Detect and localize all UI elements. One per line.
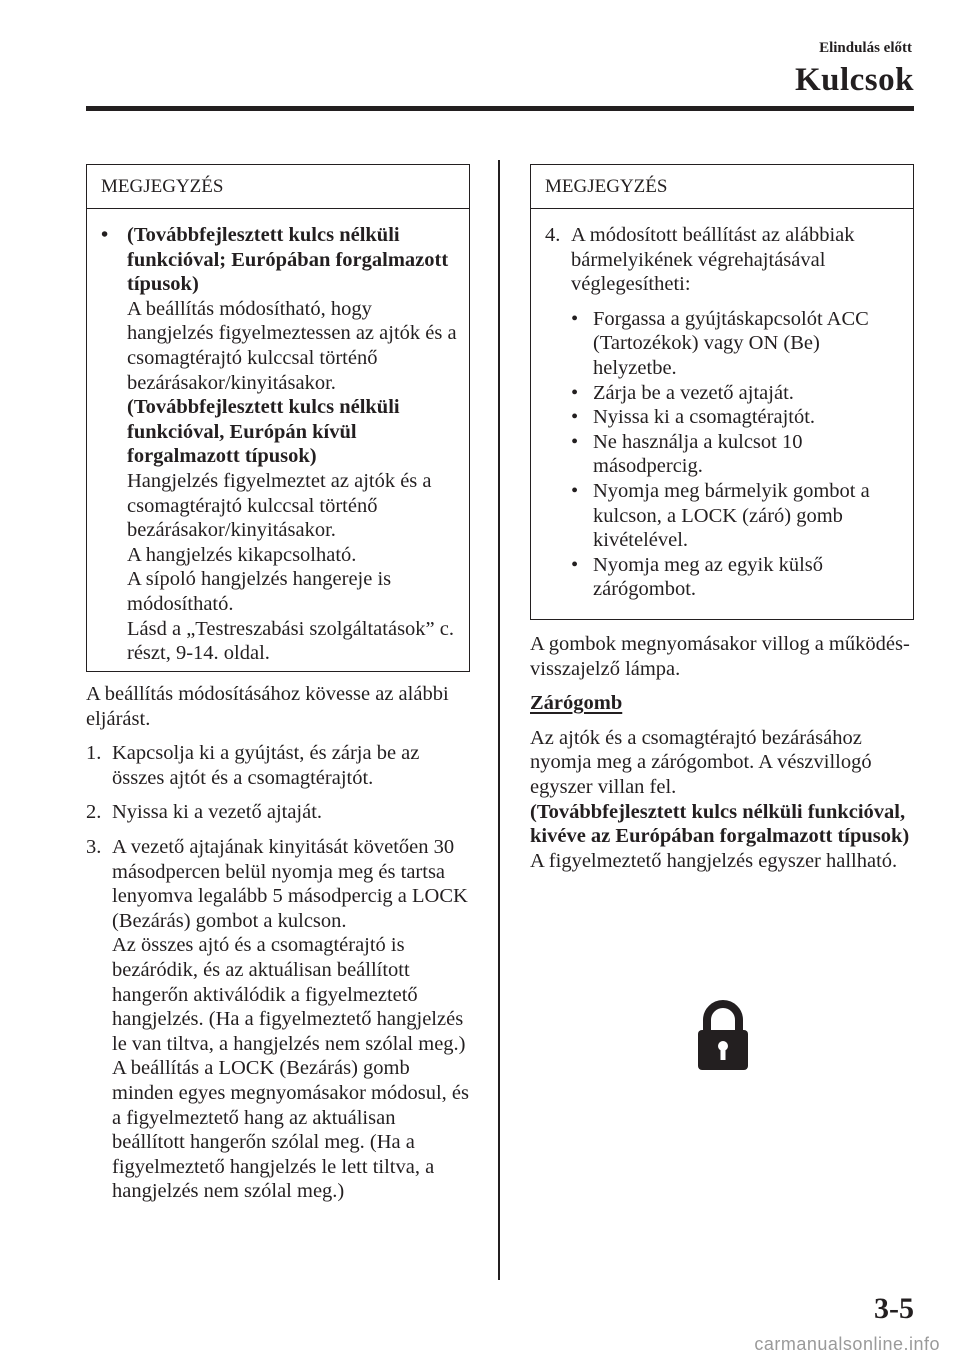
page-number: 3-5 — [874, 1292, 914, 1325]
step-number: 3. — [86, 835, 102, 858]
sub-item-text: Ne használja a kulcsot 10 másodpercig. — [593, 430, 803, 478]
step-item — [86, 835, 470, 1204]
column-divider — [498, 160, 500, 1280]
step-number: 1. — [86, 742, 102, 765]
step-content — [112, 835, 470, 1204]
sub-item-text: Nyissa ki a csomagtérajtót. — [593, 406, 816, 429]
note-box-left — [86, 164, 470, 672]
body-condition: (Továbbfejlesztett kulcs nélküli funkcióval, kivéve az Európában forgalmazott típusok) — [530, 800, 910, 848]
sub-list-item — [571, 430, 903, 479]
note-heading: MEGJEGYZÉS — [87, 165, 469, 209]
sub-list-item — [571, 553, 903, 602]
note-heading: MEGJEGYZÉS — [531, 165, 913, 209]
note-body — [531, 209, 913, 612]
body-text: Az ajtók és a csomagtérajtó bezárásához nyomja meg a zárógombot. A vészvillogó egyszer villan fel. — [530, 726, 872, 798]
bullet: • — [571, 479, 579, 502]
sub-item-text: Zárja be a vezető ajtaját. — [593, 381, 794, 404]
step-text: Kapcsolja ki a gyújtást, és zárja be az összes ajtót és a csomagtérajtót. — [112, 742, 420, 789]
section-name: Elindulás előtt — [819, 40, 912, 56]
procedure-intro: A beállítás módosításához kövesse az alábbi eljárást. — [86, 683, 449, 730]
note-condition: (Továbbfejlesztett kulcs nélküli funkcióval; Európában forgalmazott típusok) — [127, 224, 449, 296]
bullet: • — [101, 224, 109, 246]
note-condition: (Továbbfejlesztett kulcs nélküli funkcióval, Európán kívül forgalmazott típusok) — [127, 396, 400, 468]
bullet: • — [571, 381, 579, 404]
body-text: A gombok megnyomásakor villog a működés-visszajelző lámpa. — [530, 633, 910, 680]
left-body — [86, 682, 470, 1214]
bullet: • — [571, 430, 579, 453]
note-text: A sípoló hangjelzés hangereje is módosítható. — [127, 568, 392, 615]
step-text: Nyissa ki a vezető ajtaját. — [112, 801, 323, 824]
sub-item-text: Nyomja meg az egyik külső zárógombot. — [593, 553, 824, 601]
note-text: Hangjelzés figyelmeztet az ajtók és a csomagtérajtó kulccsal történő bezárásakor/kinyitásakor. — [127, 469, 432, 542]
step-number: 4. — [545, 224, 561, 246]
step-item — [86, 741, 470, 790]
step-detail: Az összes ajtó és a csomagtérajtó is bezáródik, és az aktuálisan beállított hangerőn aktiválódik a figyelmeztető hangjelzés. (Ha a figyelmeztető hangjelzés le van tiltva, a hangjelzés nem szólal meg.) A beállítás a LOCK (Bezárás) gomb minden egyes megnyomásakor módosul, és a figyelmeztető hang az aktuálisan beállított hangerőn szólal meg. (Ha a figyelmeztető hangjelzés le lett tiltva, a hangjelzés nem szólal meg.) — [112, 934, 469, 1203]
note-bullet-content — [127, 223, 459, 666]
bullet: • — [571, 553, 579, 576]
note-reference: Lásd a „Testreszabási szolgáltatások” c. részt, 9-14. oldal. — [127, 617, 454, 665]
right-body — [530, 632, 916, 873]
note-box-right — [530, 164, 914, 620]
header-rule — [86, 106, 914, 111]
sub-list-item — [571, 381, 903, 406]
note-body — [87, 209, 469, 676]
sub-list — [571, 307, 903, 602]
watermark: carmanualsonline.info — [754, 1334, 940, 1354]
sub-list-item — [571, 405, 903, 430]
bullet: • — [571, 307, 579, 330]
step-item — [86, 800, 470, 825]
step-item — [545, 223, 903, 602]
step-content — [571, 223, 903, 602]
step-text: A vezető ajtajának kinyitását követően 30 másodpercen belül nyomja meg és tartsa lenyomva legalább 5 másodpercig a LOCK (Bezárás) gombot a kulcson. — [112, 835, 468, 932]
sub-list-item — [571, 479, 903, 553]
body-text: A figyelmeztető hangjelzés egyszer hallható. — [530, 849, 898, 872]
sub-list-item — [571, 307, 903, 381]
bullet: • — [571, 406, 579, 429]
note-text: A beállítás módosítható, hogy hangjelzés figyelmeztessen az ajtók és a csomagtérajtó kulccsal történő bezárásakor/kinyitásakor. — [127, 297, 457, 394]
page-title: Kulcsok — [794, 62, 914, 98]
section-heading: Zárógomb — [530, 692, 623, 715]
note-bullet-item — [101, 223, 459, 666]
note-text: A hangjelzés kikapcsolható. — [127, 543, 357, 566]
step-text: A módosított beállítást az alábbiak bármelyikének végrehajtásával véglegesítheti: — [571, 224, 855, 296]
step-number: 2. — [86, 801, 102, 824]
lock-icon — [696, 1000, 750, 1072]
sub-item-text: Nyomja meg bármelyik gombot a kulcson, a LOCK (záró) gomb kivételével. — [593, 479, 870, 552]
sub-item-text: Forgassa a gyújtáskapcsolót ACC (Tartozékok) vagy ON (Be) helyzetbe. — [593, 307, 869, 379]
